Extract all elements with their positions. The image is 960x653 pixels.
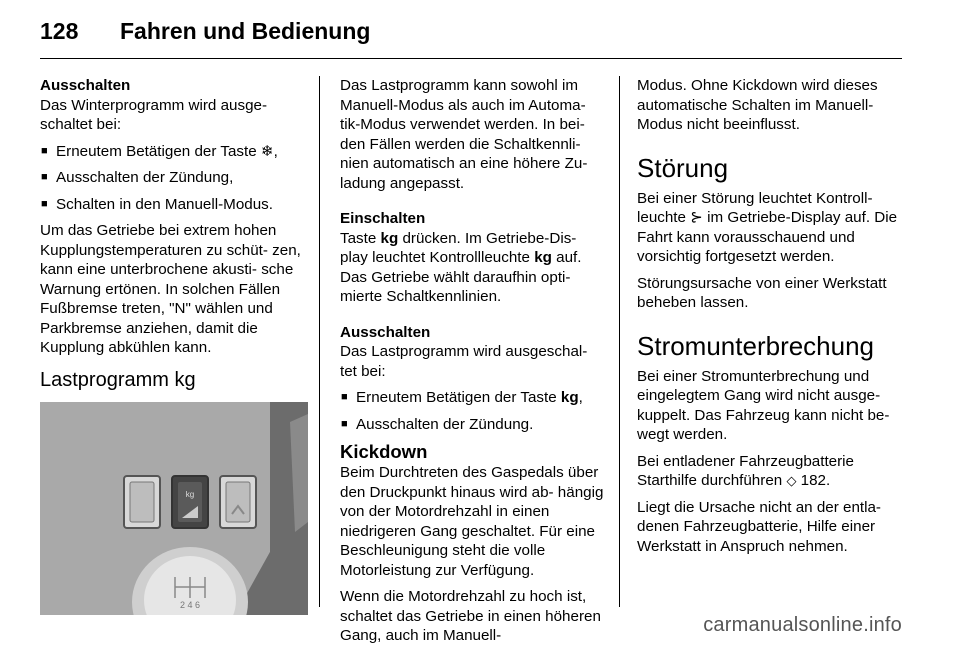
list-item: ■ Ausschalten der Zündung, [41,169,234,186]
section-heading: Kickdown [340,441,428,462]
column-2 [340,76,606,653]
chapter-title: Fahren und Bedienung [120,18,371,44]
column-divider [619,76,620,607]
section-heading: Störung [637,152,729,183]
paragraph: Störungsursache von einer Werkstatt beheben lassen. [637,274,887,311]
list-item: ■ Erneutem Betätigen der Taste kg, [341,389,583,406]
paragraph: Modus. Ohne Kickdown wird dieses automatische Schalten im Manuell- Modus nicht beeinflusst. [637,77,878,133]
section-subtitle: Ausschalten [40,77,131,94]
paragraph: Beim Durchtreten des Gaspedals über den Druckpunkt hinaus wird ab- hängig von der Motordrehzahl in einen niedrigeren Gang geschaltet. Für eine Beschleunigung steht die volle Motorleistung zur Verfügung. [340,464,604,579]
section-subtitle: Einschalten [340,210,426,227]
kg-button-label: kg [185,489,195,499]
watermark: carmanualsonline.info [703,614,902,636]
warning-lamp-icon: ⊱ [690,209,703,226]
column-divider [319,76,320,607]
paragraph: Um das Getriebe bei extrem hohen Kupplungstemperaturen zu schüt- zen, kann eine unterbrochene akusti- sche Warnung ertönen. In solchen Fällen Fußbremse treten, "N" wählen und Parkbremse anziehen, damit die Kupplung abkühlen kann. [40,222,301,356]
paragraph: Bei einer Störung leuchtet Kontroll- leuchte ⊱ im Getriebe-Display auf. Die Fahrt kann vorausschauend und vorsichtig fortgesetzt werden. [637,189,898,265]
paragraph: Das Lastprogramm wird ausgeschal- tet bei: [340,343,588,380]
paragraph: Bei entladener Fahrzeugbatterie Starthilfe durchführen ◇ 182. [637,452,854,489]
page-number: 128 [40,18,79,44]
paragraph: Taste kg drücken. Im Getriebe-Dis- play leuchtet Kontrollleuchte kg auf. Das Getriebe wählt daraufhin opti- mierte Schaltkennlinien. [340,229,582,305]
gear-digits: 2 4 6 [179,599,201,610]
list-item: ■ Schalten in den Manuell-Modus. [41,195,273,213]
header-rule [40,58,902,59]
paragraph: Das Winterprogramm wird ausge- schaltet bei: [40,96,268,133]
list-item: ■ Ausschalten der Zündung. [341,415,534,433]
section-heading: Stromunterbrechung [637,330,875,361]
page-reference-icon: ◇ [786,473,797,488]
list-item: ■ Erneutem Betätigen der Taste ❄, [41,142,278,160]
section-heading: Lastprogramm kg [40,368,196,391]
paragraph: Bei einer Stromunterbrechung und eingelegtem Gang wird nicht ausge- kuppelt. Das Fahrzeug kann nicht be- wegt werden. [637,367,890,443]
paragraph: Das Lastprogramm kann sowohl im Manuell-Modus als auch im Automa- tik-Modus verwendet werden. In bei- den Fällen werden die Schaltkennli- nien automatisch an eine höhere Zu- ladung angepasst. [340,77,588,192]
dashboard-buttons-illustration-icon [40,402,308,615]
paragraph: Wenn die Motordrehzahl zu hoch ist, schaltet das Getriebe in einen höheren Gang, auch im Manuell- [340,588,601,644]
page-header [40,18,370,45]
column-1 [40,76,308,615]
dashboard-buttons-figure [40,402,308,615]
paragraph: Liegt die Ursache nicht an der entla- denen Fahrzeugbatterie, Hilfe einer Werkstatt in Anspruch nehmen. [637,498,881,555]
column-3 [637,76,905,563]
section-subtitle: Ausschalten [340,323,431,341]
